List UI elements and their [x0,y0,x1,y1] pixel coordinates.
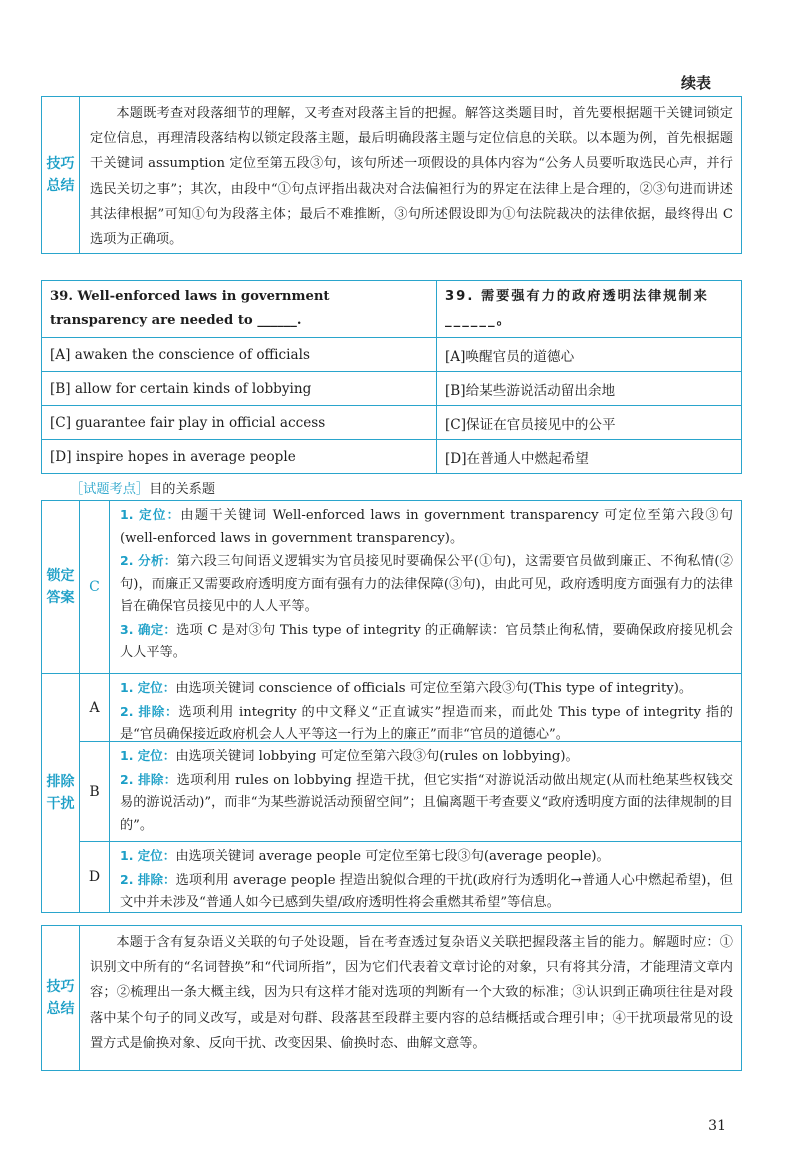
technique-summary-text: 本题于含有复杂语义关联的句子处设题，旨在考查透过复杂语义关联把握段落主旨的能力。解题时应：①识别文中所有的“名词替换”和“代词所指”，因为它们代表着文章讨论的对象，只有将其分清，才能理清文章内容；②梳理出一条大概主线，因为只有这样才能对选项的判断有一个大致的标准；③认识到正确项往往是对段落中某个句子的同义改写，或是对句群、段落甚至段群主要内容的总结概括或合理引申；④干扰项最常见的设置方式是偷换对象、反向干扰、改变因果、偷换时态、曲解文意等。 [90,935,733,1051]
eliminate-row-b [80,742,741,842]
exam-point-tag: ［试题考点］ [70,482,150,497]
question-stem-en: 39. Well-enforced laws in government transparency are needed to ______. [42,281,437,338]
technique-summary-label: 技巧总结 [42,926,80,1070]
option-letter: D [80,842,110,912]
option-en: [B] allow for certain kinds of lobbying [42,372,437,406]
question-stem-cn: 39. 需要强有力的政府透明法律规制来______。 [437,281,742,338]
lock-answer-text: 1. 定位：由题干关键词 Well-enforced laws in government transparency 可定位至第六段③句(well-enforced laws in government transparency)。 2. 分析：第六段三句间语义逻辑实为官员接见时要确保公平(①句)，这需要官员做到廉正、不徇私情(②句)，而廉正又需要政府透明度方面有强有力的法律保障(③句)，由此可见，政府透明度方面强有力的法律旨在确保官员接见中的人人平等。 3. 确定：选项 C 是对③句 This type of integrity 的正确解读：官员禁止徇私情，要确保政府接见机会人人平等。 [120,507,733,660]
lock-answer-label: 锁定答案 [42,501,80,673]
answer-letter: C [80,501,110,673]
eliminate-row-a [80,674,741,742]
technique-summary-box-top [41,96,742,254]
technique-summary-box-bottom [41,925,742,1071]
option-row-d [42,440,742,474]
eliminate-text: 1. 定位：由选项关键词 lobbying 可定位至第六段③句(rules on lobbying)。 2. 排除：选项利用 rules on lobbying 捏造干扰，但它实指“对游说活动做出规定(从而杜绝某些权钱交易的游说活动)”，而非“为某些游说活动预留空间”；且偏离题干考查要义“政府透明度方面的法律规制的目的”。 [120,748,733,833]
option-letter: B [80,742,110,841]
option-cn: [C]保证在官员接见中的公平 [437,406,742,440]
lock-answer-row [80,501,741,673]
option-row-c [42,406,742,440]
page-number: 31 [708,1118,726,1134]
exam-point-text: 目的关系题 [149,482,216,497]
eliminate-text: 1. 定位：由选项关键词 conscience of officials 可定位至第六段③句(This type of integrity)。 2. 排除：选项利用 integrity 的中文释义“正直诚实”捏造而来，而此处 This type of integrity 指的是“官员确保接近政府机会人人平等这一行为上的廉正”而非“官员的道德心”。 [120,680,733,742]
option-en: [D] inspire hopes in average people [42,440,437,474]
option-cn: [B]给某些游说活动留出余地 [437,372,742,406]
question-stem-row [42,281,742,338]
technique-summary-label: 技巧总结 [42,97,80,253]
option-letter: A [80,674,110,741]
option-row-b [42,372,742,406]
eliminate-section [42,674,741,912]
question-table [41,280,742,474]
option-en: [C] guarantee fair play in official access [42,406,437,440]
option-cn: [A]唤醒官员的道德心 [437,338,742,372]
lock-answer-section [42,501,741,674]
option-row-a [42,338,742,372]
eliminate-text: 1. 定位：由选项关键词 average people 可定位至第七段③句(average people)。 2. 排除：选项利用 average people 捏造出貌似合理的干扰(政府行为透明化→普通人心中燃起希望)，但文中并未涉及“普通人如今已感到失望/政府透明性将会重燃其希望”等信息。 [120,848,733,910]
eliminate-label: 排除干扰 [42,674,80,912]
eliminate-row-d [80,842,741,912]
analysis-table [41,500,742,913]
technique-summary-text: 本题既考查对段落细节的理解，又考查对段落主旨的把握。解答这类题目时，首先要根据题干关键词锁定定位信息，再理清段落结构以锁定段落主题，最后明确段落主题与定位信息的关联。以本题为例，首先根据题干关键词 assumption 定位至第五段③句，该句所述一项假设的具体内容为“公务人员要听取选民心声，并行选民关切之事”；其次，由段中“①句点评指出裁决对合法偏袒行为的界定在法律上是合理的，②③句进而讲述其法律根据”可知①句为段落主体；最后不难推断，③句所述假设即为①句法院裁决的法律依据，最终得出 C 选项为正确项。 [90,106,733,248]
option-cn: [D]在普通人中燃起希望 [437,440,742,474]
exam-point [70,478,215,497]
continued-label: 续表 [680,74,711,92]
option-en: [A] awaken the conscience of officials [42,338,437,372]
